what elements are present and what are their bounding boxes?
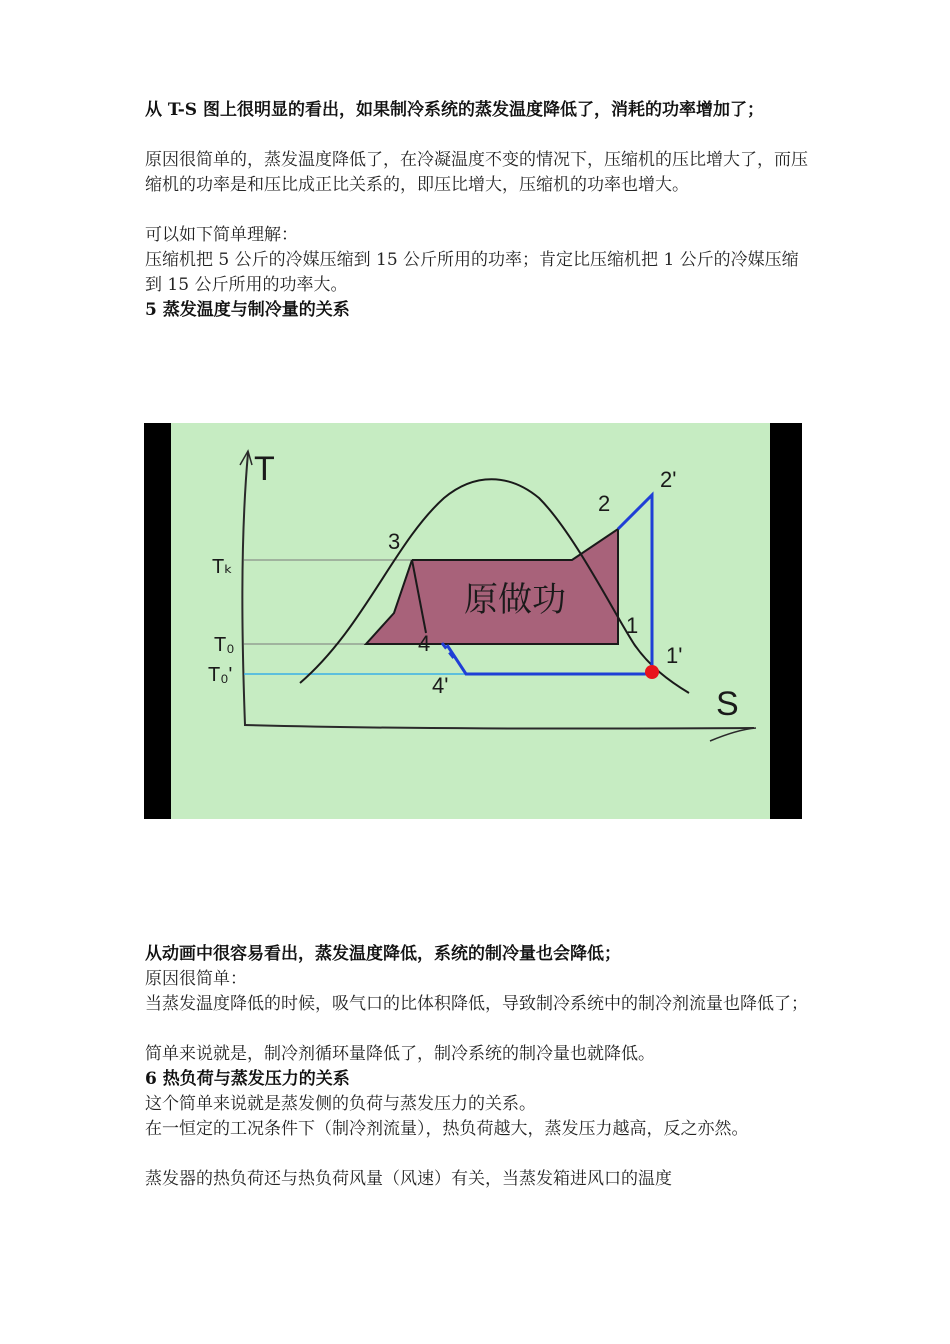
work-label: 原做功	[464, 581, 566, 619]
paragraph-constant-condition: 在一恒定的工况条件下（制冷剂流量），热负荷越大，蒸发压力越高，反之亦然。	[145, 1119, 749, 1139]
point-3-label: 3	[388, 529, 401, 554]
paragraph-simple-understanding: 可以如下简单理解：	[145, 225, 298, 245]
ts-diagram-figure	[144, 423, 802, 819]
paragraph-specific-volume: 当蒸发温度降低的时候，吸气口的比体积降低，导致制冷系统中的制冷剂流量也降低了；	[145, 994, 808, 1014]
axis-t-label: T	[254, 450, 275, 488]
point-2-label: 2	[598, 491, 611, 516]
point-4p-label: 4'	[432, 673, 449, 698]
point-4-label: 4	[418, 631, 431, 656]
left-black-bar	[144, 423, 171, 819]
paragraph-heading-power: 从 T-S 图上很明显的看出，如果制冷系统的蒸发温度降低了，消耗的功率增加了；	[145, 100, 765, 120]
paragraph-heading-capacity: 从动画中很容易看出，蒸发温度降低，系统的制冷量也会降低；	[145, 944, 621, 964]
paragraph-compressor-example: 压缩机把 5 公斤的冷媒压缩到 15 公斤所用的功率；肯定比压缩机把 1 公斤的冷媒压缩到 15 公斤所用的功率大。	[145, 250, 799, 295]
point-2p-label: 2'	[660, 467, 677, 492]
t0-label: T₀	[214, 634, 235, 656]
paragraph-airflow: 蒸发器的热负荷还与热负荷风量（风速）有关，当蒸发箱进风口的温度	[145, 1169, 672, 1189]
paragraph-reason-power: 原因很简单的，蒸发温度降低了，在冷凝温度不变的情况下，压缩机的压比增大了，而压缩机的功率是和压比成正比关系的，即压比增大，压缩机的功率也增大。	[145, 150, 808, 195]
axis-s-label: S	[716, 685, 739, 723]
t0p-label: T₀'	[208, 664, 233, 686]
point-1-label: 1	[626, 613, 639, 638]
tk-label: Tₖ	[212, 556, 233, 578]
paragraph-evaporator-load: 这个简单来说就是蒸发侧的负荷与蒸发压力的关系。	[145, 1094, 536, 1114]
right-black-bar	[770, 423, 802, 819]
paragraph-circulation: 简单来说就是，制冷剂循环量降低了，制冷系统的制冷量也就降低。	[145, 1044, 655, 1064]
section-heading-5: 5 蒸发温度与制冷量的关系	[145, 300, 350, 320]
paragraph-reason-simple: 原因很简单：	[145, 969, 247, 989]
point-1p-marker	[645, 665, 659, 679]
section-heading-6: 6 热负荷与蒸发压力的关系	[145, 1069, 350, 1089]
point-1p-label: 1'	[666, 643, 683, 668]
